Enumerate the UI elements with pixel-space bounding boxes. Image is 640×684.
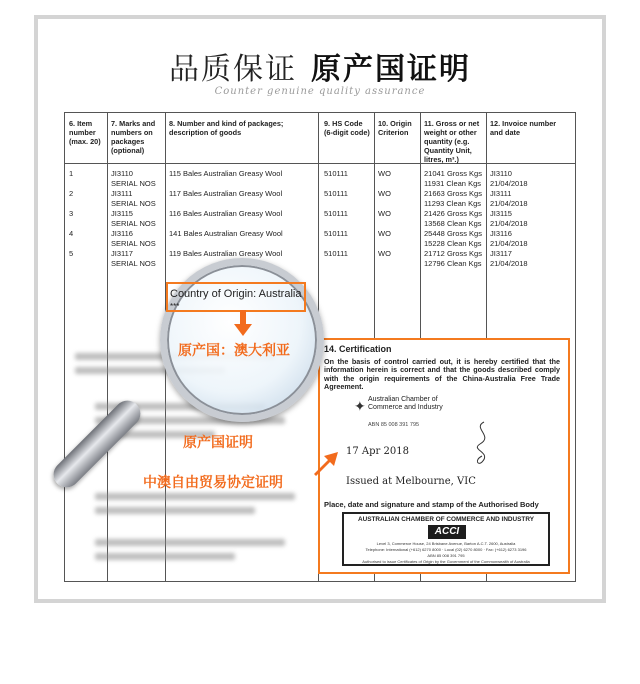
- row-date: 21/04/2018: [490, 179, 528, 188]
- annotation-origin: 原产国：澳大利亚: [178, 342, 290, 358]
- stamp-address: Level 3, Commerce House, 24 Brisbane Avenue, Barton A.C.T. 2600, Australia: [376, 541, 516, 546]
- header-item: 6. Item number (max. 20): [69, 119, 101, 146]
- row-marks: JI3116: [111, 229, 133, 238]
- header-origin: 10. Origin Criterion: [378, 119, 418, 137]
- row-w1: 21712 Gross Kgs: [424, 249, 482, 258]
- acci-logo: ACCI: [428, 525, 466, 539]
- cert-body: On the basis of control carried out, it is hereby certified that the information herein is correct and that the goods described comply with the origin requirements of the China-Australia Free Trade Agreement.: [324, 357, 560, 392]
- signature-icon: [468, 418, 498, 468]
- down-arrow-icon: [234, 310, 252, 338]
- row-date: 21/04/2018: [490, 219, 528, 228]
- row-item: 1: [69, 169, 74, 178]
- certification-box: [318, 338, 570, 574]
- heading-light: 品质保证: [169, 53, 297, 86]
- row-inv: JI3115: [490, 209, 512, 218]
- row-w2: 12796 Clean Kgs: [424, 259, 482, 268]
- row-inv: JI3111: [490, 189, 512, 198]
- row-marks2: SERIAL NOS: [111, 219, 156, 228]
- row-w1: 21663 Gross Kgs: [424, 189, 482, 198]
- cert-date: 17 Apr 2018: [346, 446, 409, 457]
- stamp-telephone: Telephone: International (+612) 6270 8000 · Local (02) 6270 8000 · Fax: (+612) 6273 3196: [365, 547, 527, 552]
- row-w1: 21041 Gross Kgs: [424, 169, 482, 178]
- magnified-stars: ***: [170, 302, 180, 311]
- stamp-abn: ABN 85 008 391 795: [427, 553, 465, 558]
- row-hs: 510111: [324, 229, 348, 238]
- row-marks2: SERIAL NOS: [111, 239, 156, 248]
- row-w2: 11931 Clean Kgs: [424, 179, 481, 188]
- row-marks2: SERIAL NOS: [111, 259, 156, 268]
- row-w1: 21426 Gross Kgs: [424, 209, 482, 218]
- header-description: 8. Number and kind of packages; description of goods: [169, 119, 284, 137]
- header-marks: 7. Marks and numbers on packages (optional): [111, 119, 156, 155]
- arrow-to-cert-icon: [310, 450, 340, 478]
- row-hs: 510111: [324, 189, 348, 198]
- row-origin: WO: [378, 169, 391, 178]
- row-inv: JI3116: [490, 229, 512, 238]
- row-origin: WO: [378, 189, 391, 198]
- header-weight: 11. Gross or net weight or other quantity (e.g. Quantity Unit, litres, m³.): [424, 119, 480, 164]
- row-item: 3: [69, 209, 74, 218]
- row-marks: JI3111: [111, 189, 133, 198]
- row-origin: WO: [378, 209, 391, 218]
- acci-stamp: [342, 512, 550, 566]
- stamp-title: AUSTRALIAN CHAMBER OF COMMERCE AND INDUSTRY: [358, 516, 534, 523]
- row-hs: 510111: [324, 169, 348, 178]
- row-desc: 116 Bales Australian Greasy Wool: [169, 209, 283, 218]
- row-hs: 510111: [324, 209, 348, 218]
- row-date: 21/04/2018: [490, 239, 528, 248]
- cert-org: Australian Chamber of Commerce and Industry: [368, 396, 443, 411]
- row-marks2: SERIAL NOS: [111, 199, 156, 208]
- heading-subtitle: Counter genuine quality assurance: [214, 86, 426, 97]
- row-date: 21/04/2018: [490, 259, 528, 268]
- row-w2: 13568 Clean Kgs: [424, 219, 482, 228]
- row-origin: WO: [378, 249, 391, 258]
- row-desc: 141 Bales Australian Greasy Wool: [169, 229, 283, 238]
- row-w1: 25448 Gross Kgs: [424, 229, 482, 238]
- row-w2: 11293 Clean Kgs: [424, 199, 481, 208]
- row-marks: JI3117: [111, 249, 133, 258]
- row-desc: 115 Bales Australian Greasy Wool: [169, 169, 283, 178]
- cert-title: 14. Certification: [324, 344, 392, 354]
- page-heading: [0, 44, 640, 88]
- row-marks2: SERIAL NOS: [111, 179, 156, 188]
- magnified-origin-text: Country of Origin: Australia: [170, 288, 302, 300]
- row-hs: 510111: [324, 249, 348, 258]
- chamber-logo-icon: ✦: [354, 398, 366, 414]
- header-invoice: 12. Invoice number and date: [490, 119, 557, 137]
- row-item: 2: [69, 189, 74, 198]
- row-inv: JI3117: [490, 249, 512, 258]
- row-marks: JI3110: [111, 169, 133, 178]
- heading-bold: 原产国证明: [311, 53, 471, 86]
- cert-abn: ABN 85 008 391 795: [368, 422, 420, 428]
- row-date: 21/04/2018: [490, 199, 528, 208]
- cert-issued: Issued at Melbourne, VIC: [346, 476, 476, 487]
- row-inv: JI3110: [490, 169, 512, 178]
- row-item: 4: [69, 229, 74, 238]
- annotation-cert: 原产国证明: [183, 434, 253, 450]
- row-item: 5: [69, 249, 74, 258]
- stamp-authorised: Authorised to issue Certificates of Origin by the Government of the Commonwealth of Australia: [362, 559, 530, 564]
- row-w2: 15228 Clean Kgs: [424, 239, 482, 248]
- row-desc: 119 Bales Australian Greasy Wool: [169, 249, 283, 258]
- cert-place: Place, date and signature and stamp of the Authorised Body: [324, 500, 539, 509]
- row-desc: 117 Bales Australian Greasy Wool: [169, 189, 283, 198]
- row-origin: WO: [378, 229, 391, 238]
- header-divider: [65, 163, 575, 164]
- header-hs-code: 9. HS Code (6-digit code): [324, 119, 370, 137]
- annotation-fta: 中澳自由贸易协定证明: [143, 474, 283, 490]
- row-marks: JI3115: [111, 209, 133, 218]
